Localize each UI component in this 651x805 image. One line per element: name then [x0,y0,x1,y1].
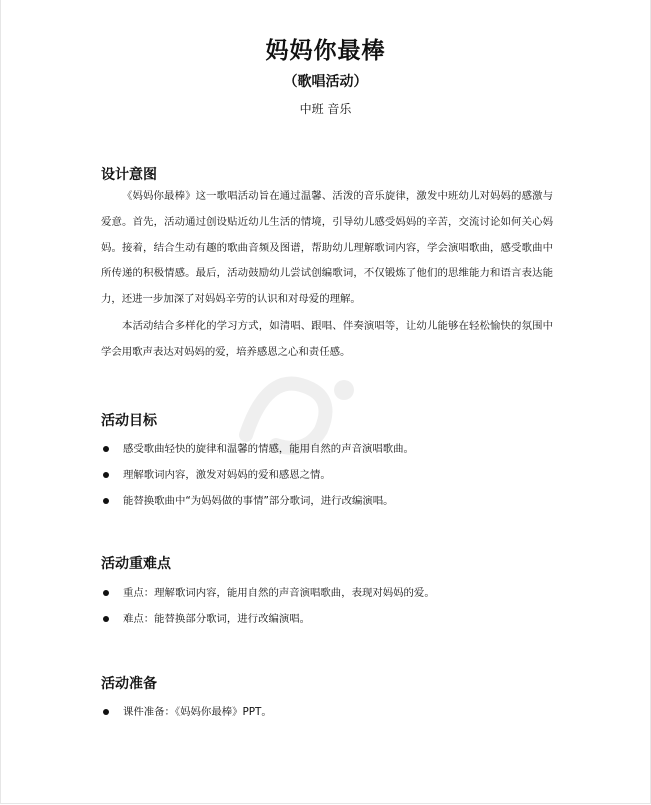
design-intent-paragraph: 本活动结合多样化的学习方式，如清唱、跟唱、伴奏演唱等，让幼儿能够在轻松愉快的氛围中学会用歌声表达对妈妈的爱，培养感恩之心和责任感。 [101,320,553,358]
section-heading-key-points: 活动重难点 [101,556,171,572]
list-item [101,606,553,632]
section-heading-goals: 活动目标 [101,413,157,429]
list-item-text: 重点：理解歌词内容，能用自然的声音演唱歌曲，表现对妈妈的爱。 [123,587,435,599]
bullet-icon [103,590,109,596]
page-subtitle: （歌唱活动） [283,74,368,90]
list-item-text: 理解歌词内容，激发对妈妈的爱和感恩之情。 [123,469,331,481]
list-item [101,580,553,606]
list-item-text: 难点：能替换部分歌词，进行改编演唱。 [123,613,311,625]
preparation-list [101,699,553,725]
list-item-text: 感受歌曲轻快的旋律和温馨的情感，能用自然的声音演唱歌曲。 [123,443,414,455]
section-heading-design-intent: 设计意图 [101,167,157,183]
bullet-icon [103,709,109,715]
list-item [101,436,553,462]
list-item [101,488,553,514]
bullet-icon [103,498,109,504]
list-item [101,462,553,488]
bullet-icon [103,446,109,452]
bullet-icon [103,472,109,478]
section-heading-preparation: 活动准备 [101,676,157,692]
class-subject-label: 中班 音乐 [299,102,352,116]
list-item-text: 课件准备：《妈妈你最棒》PPT。 [123,706,272,718]
goals-list [101,436,553,514]
key-points-list [101,580,553,632]
bullet-icon [103,616,109,622]
list-item-text: 能替换歌曲中“为妈妈做的事情”部分歌词，进行改编演唱。 [123,495,394,507]
page-title: 妈妈你最棒 [265,38,386,64]
design-intent-paragraph: 《妈妈你最棒》这一歌唱活动旨在通过温馨、活泼的音乐旋律，激发中班幼儿对妈妈的感激与爱意。首先，活动通过创设贴近幼儿生活的情境，引导幼儿感受妈妈的辛苦，交流讨论如何关心妈妈。接着，结合生动有趣的歌曲音频及图谱，帮助幼儿理解歌词内容，学会演唱歌曲，感受歌曲中所传递的积极情感。最后，活动鼓励幼儿尝试创编歌词，不仅锻炼了他们的思维能力和语言表达能力，还进一步加深了对妈妈辛劳的认识和对母爱的理解。 [101,190,553,306]
list-item [101,699,553,725]
